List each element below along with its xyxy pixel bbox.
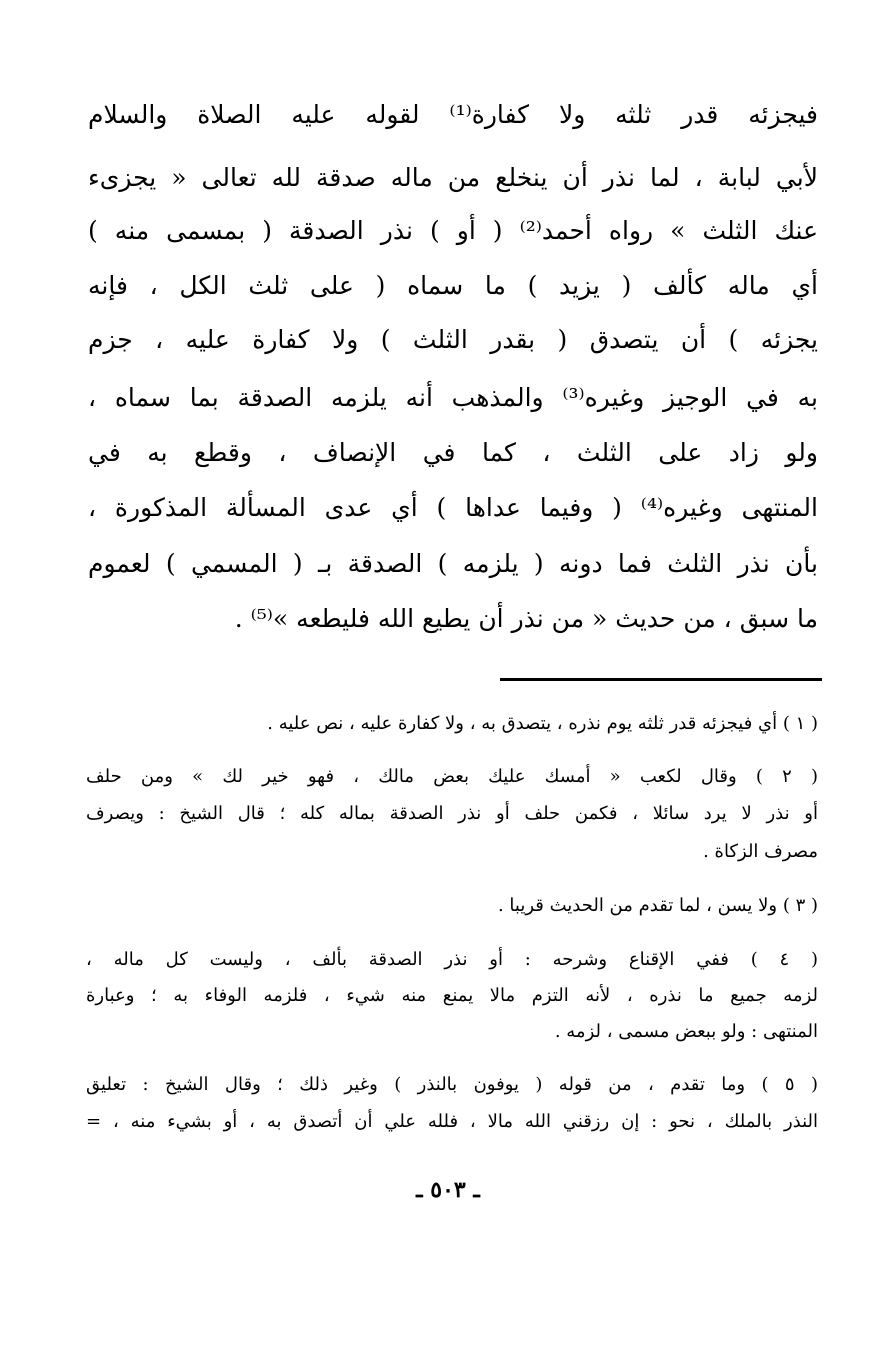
main-text-line: عنك الثلث » رواه أحمد⁽²⁾ ( أو ) نذر الصدقة ( بمسمى منه )	[88, 216, 818, 245]
footnote-1: ( ١ ) أي فيجزئه قدر ثلثه يوم نذره ، يتصدق به ، ولا كفارة عليه ، نص عليه .	[267, 713, 818, 734]
footnote-3: ( ٣ ) ولا يسن ، لما تقدم من الحديث قريبا .	[497, 895, 818, 916]
main-text-line: ما سبق ، من حديث « من نذر أن يطيع الله فليطعه »⁽⁵⁾ .	[234, 604, 818, 633]
main-text-line: يجزئه ) أن يتصدق ( بقدر الثلث ) ولا كفارة عليه ، جزم	[88, 325, 818, 354]
main-text-line: ولو زاد على الثلث ، كما في الإنصاف ، وقطع به في	[88, 438, 818, 467]
main-text-line: بأن نذر الثلث فما دونه ( يلزمه ) الصدقة بـ ( المسمي ) لعموم	[88, 549, 818, 578]
main-text-line: لأبي لبابة ، لما نذر أن ينخلع من ماله صدقة لله تعالى « يجزىء	[88, 163, 818, 192]
main-text-line: المنتهى وغيره⁽⁴⁾ ( وفيما عداها ) أي عدى المسألة المذكورة ،	[88, 493, 818, 522]
footnote-2: مصرف الزكاة .	[703, 841, 818, 862]
footnote-2: أو نذر لا يرد سائلا ، فكمن حلف أو نذر الصدقة بماله كله ؛ قال الشيخ : ويصرف	[86, 803, 818, 824]
footnote-4: ( ٤ ) ففي الإقناع وشرحه : أو نذر الصدقة بألف ، وليست كل ماله ،	[86, 949, 818, 970]
footnote-5: النذر بالملك ، نحو : إن رزقني الله مالا ، فلله علي أن أتصدق به ، أو بشيء منه ، =	[86, 1111, 818, 1132]
footnote-4: لزمه جميع ما نذره ، لأنه التزم مالا يمنع منه شيء ، فلزمه الوفاء به ؛ وعبارة	[86, 985, 818, 1006]
footnote-separator	[500, 678, 822, 681]
footnote-4: المنتهى : ولو ببعض مسمى ، لزمه .	[554, 1021, 818, 1042]
main-text-line: به في الوجيز وغيره⁽³⁾ والمذهب أنه يلزمه الصدقة بما سماه ،	[88, 383, 818, 412]
footnote-5: ( ٥ ) وما تقدم ، من قوله ( يوفون بالنذر ) وغير ذلك ؛ وقال الشيخ : تعليق	[86, 1074, 818, 1095]
footnote-2: ( ٢ ) وقال لكعب « أمسك عليك بعض مالك ، فهو خير لك » ومن حلف	[86, 766, 818, 787]
main-text-line: فيجزئه قدر ثلثه ولا كفارة⁽¹⁾ لقوله عليه الصلاة والسلام	[88, 100, 818, 129]
main-text-line: أي ماله كألف ( يزيد ) ما سماه ( على ثلث الكل ، فإنه	[88, 271, 818, 300]
page-number: ـ ٥٠٣ ـ	[416, 1177, 480, 1203]
